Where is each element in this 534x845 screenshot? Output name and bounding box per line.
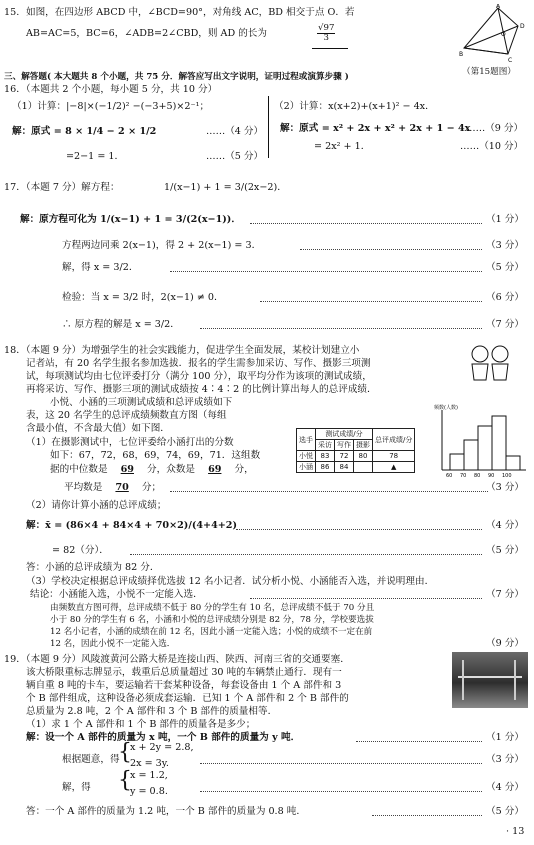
table-cell: 小悦 (297, 451, 316, 462)
p19-s3-label: 解，得 (62, 782, 91, 793)
p18-q3: （3）学校决定根据总评成绩择优选拔 12 名小记者．试分析小悦、小涵能否入选，并说明理由． (26, 576, 435, 587)
pt-b: B (459, 51, 464, 58)
p15-answer-num: √97 (318, 23, 335, 33)
p18-q2: （2）请你计算小涵的总评成绩； (26, 500, 167, 511)
section3-heading: 三、解答题( 本大题共 8 个小题，共 75 分．解答应写出文字说明，证明过程或演算步骤 ) (4, 72, 349, 82)
th-tests: 测试成绩/分 (316, 429, 373, 440)
p18-c1-points: （7 分） (486, 589, 524, 600)
q1c-middle: 分，众数是 (147, 464, 196, 475)
p16-q2: （2）计算：x(x+2)+(x+1)² − 4x． (274, 101, 435, 112)
hist-bar (478, 426, 492, 470)
p18-q1b: 如下：67，72，68，69，74，69，71．这组数 (50, 450, 261, 461)
table-row (297, 462, 415, 473)
hist-bar (464, 440, 478, 470)
p19-s2-eq1: x + 2y = 2.8, (130, 742, 194, 753)
th-writing: 写作 (335, 440, 354, 451)
pt-a: A (496, 4, 501, 10)
p17-s1: 解：原方程可化为 1/(x−1) + 1 = 3/(2(x−1))． (20, 214, 241, 225)
hist-tick: 60 (446, 473, 453, 479)
leader-dots (200, 791, 482, 792)
p15-answer-den: 3 (323, 33, 329, 43)
p19-s4: 答：一个 A 部件的质量为 1.2 吨，一个 B 部件的质量为 0.8 吨． (26, 806, 306, 817)
p18-line4: 再将采访、写作、摄影三项的测试成绩按 4∶4∶2 的比例计算出每人的总评成绩． (26, 384, 377, 395)
hist-bar (492, 416, 506, 470)
p18-c2: 由频数直方图可得，总评成绩不低于 80 分的学生有 10 名，总评成绩不低于 70 分且 (50, 603, 375, 613)
p17-s1-points: （1 分） (486, 214, 524, 225)
p19-s3-points: （4 分） (486, 782, 524, 793)
hist-ylabel: 频数(人数) (434, 405, 458, 411)
table-cell: 小涵 (297, 462, 316, 473)
p18-c5: 12 名，因此小悦不一定能入选． (50, 639, 176, 649)
table-cell: 80 (354, 451, 373, 462)
table-cell: 84 (335, 462, 354, 473)
p17-s4-points: （6 分） (486, 292, 524, 303)
p18-c3: 小于 80 分的学生有 6 名，小涵和小悦的总评成绩分别是 82 分，78 分，学校要选拔 (50, 615, 374, 625)
table-cell (354, 462, 373, 473)
q1d-prefix: 平均数是 (64, 482, 103, 493)
p16-s1b: =2−1 = 1． (66, 151, 125, 162)
p18-line3: 试，每项测试均由七位评委打分（满分 100 分），取平均分作为该项的测试成绩， (26, 371, 372, 382)
p18-s2a-points: （4 分） (486, 520, 524, 531)
th-total: 总评成绩/分 (373, 429, 415, 451)
leader-dots (250, 598, 482, 599)
p17-s2-points: （3 分） (486, 240, 524, 251)
p15-answer-underline (312, 48, 348, 49)
leader-dots (170, 271, 482, 272)
p17-heading: 17．（本题 7 分）解方程： (4, 182, 120, 193)
q1c-suffix: 分， (234, 464, 254, 475)
table-cell: 72 (335, 451, 354, 462)
leader-dots (300, 249, 482, 250)
q1c-prefix: 据的中位数是 (50, 464, 108, 475)
hist-tick: 100 (502, 473, 512, 479)
p19-q1: （1）求 1 个 A 部件和 1 个 B 部件的质量各是多少； (26, 719, 256, 730)
p19-line1: 19．（本题 9 分）风陵渡黄河公路大桥是连接山西、陕西、河南三省的交通要塞． (4, 654, 350, 665)
th-interview: 采访 (316, 440, 335, 451)
p19-s4-points: （5 分） (486, 806, 524, 817)
hist-tick: 90 (488, 473, 495, 479)
p15-answer (317, 24, 335, 43)
leader-dots (250, 223, 482, 224)
p18-c5-points: （9 分） (486, 638, 524, 649)
p18-q1c (50, 464, 254, 476)
p17-s4: 检验：当 x = 3/2 时，2(x−1) ≠ 0． (62, 292, 224, 303)
leader-dots (260, 301, 482, 302)
p19-s1-points: （1 分） (486, 732, 524, 743)
p19-s3-eq1: x = 1.2, (130, 770, 168, 781)
p18-s2b: = 82（分）． (52, 545, 109, 556)
p18-line1: 18．（本题 9 分）为增强学生的社会实践能力，促进学生全面发展，某校计划建立小 (4, 345, 360, 356)
p18-c1: 结论：小涵能入选，小悦不一定能入选． (30, 589, 203, 600)
p17-s2: 方程两边同乘 2(x−1)，得 2 + 2(x−1) = 3． (62, 240, 262, 251)
p19-s2-eq2: 2x = 3y. (130, 758, 169, 769)
p19-line4: 个 B 部件组成，这种设备必须成套运输．已知 1 个 A 部件和 2 个 B 部件的 (26, 693, 349, 704)
p16-s2a: 解：原式 = x² + 2x + x² + 2x + 1 − 4x (280, 123, 471, 134)
p18-line6: 表，这 20 名学生的总评成绩频数直方图（每组 (26, 410, 227, 421)
median-answer: 69 (120, 464, 134, 475)
p18-q1a: （1）在摄影测试中，七位评委给小涵打出的分数 (26, 437, 234, 448)
leader-dots (200, 763, 482, 764)
p17-s5-points: （7 分） (486, 319, 524, 330)
p19-s1: 解：设一个 A 部件的质量为 x 吨，一个 B 部件的质量为 y 吨． (26, 732, 301, 743)
p16-s1a: 解：原式 = 8 × 1/4 − 2 × 1/2 (12, 126, 157, 137)
table-row (297, 451, 415, 462)
p19-line5: 总质量为 2.8 吨，2 个 A 部件和 3 个 B 部件的质量相等． (26, 706, 278, 717)
leader-dots (372, 815, 482, 816)
table-cell: 83 (316, 451, 335, 462)
p15-number: 15. (4, 7, 20, 18)
pt-c: C (508, 57, 513, 64)
p18-c4: 12 名小记者，小涵的成绩在前 12 名，因此小涵一定能入选；小悦的成绩不一定在前 (50, 627, 373, 637)
leader-dots (170, 491, 488, 492)
p19-line2: 该大桥限重标志牌显示，载重后总质量超过 30 吨的车辆禁止通行．现有一 (26, 667, 342, 678)
table-cell: ▲ (373, 462, 415, 473)
p16-s1a-points: ……（4 分） (206, 126, 264, 137)
leader-dots (200, 328, 482, 329)
bridge-photo (452, 652, 528, 708)
q1d-suffix: 分； (141, 482, 162, 493)
p19-s3-eq2: y = 0.8. (130, 786, 168, 797)
reporter-cartoon-image (466, 342, 514, 382)
brace-icon: { (118, 740, 132, 765)
page-number: · 13 (506, 826, 525, 837)
p17-s3-points: （5 分） (486, 262, 524, 273)
p18-s2c: 答：小涵的总评成绩为 82 分． (26, 562, 160, 573)
p18-q1d (64, 482, 161, 494)
p16-s2b: = 2x² + 1． (314, 141, 371, 152)
leader-dots (130, 554, 482, 555)
hist-bar (450, 454, 464, 470)
th-player: 选手 (297, 429, 316, 451)
p17-s5: ∴ 原方程的解是 x = 3/2． (62, 319, 180, 330)
table-cell: 86 (316, 462, 335, 473)
p19-s2-label: 根据题意，得 (62, 754, 120, 765)
p17-equation: 1/(x−1) + 1 = 3/(2x−2)． (164, 182, 287, 193)
hist-tick: 80 (474, 473, 481, 479)
mode-answer: 69 (208, 464, 222, 475)
p18-q1-points: （3 分） (486, 482, 524, 493)
p18-line2: 记者站，有 20 名学生报名参加选拔．报名的学生需参加采访、写作、摄影三项测 (26, 358, 371, 369)
th-photo: 摄影 (354, 440, 373, 451)
leader-dots (356, 741, 482, 742)
frequency-histogram (434, 402, 530, 480)
p18-s2b-points: （5 分） (486, 545, 524, 556)
hist-bar (506, 456, 520, 470)
p15-line2: AB=AC=5，BC=6，∠ADB=2∠CBD，则 AD 的长为 (26, 28, 267, 39)
p18-line5: 小悦、小涵的三项测试成绩和总评成绩如下 (50, 397, 233, 408)
p16-heading: 16．（本题共 2 个小题，每小题 5 分，共 10 分） (4, 84, 218, 95)
pt-d: D (520, 23, 525, 30)
p19-s2-points: （3 分） (486, 754, 524, 765)
p16-s2a-points: ……（9 分） (466, 123, 524, 134)
p15-figure (458, 4, 528, 66)
p16-divider (268, 96, 269, 158)
leader-dots (236, 529, 482, 530)
hist-tick: 70 (460, 473, 467, 479)
p18-s2a: 解：x̄ = (86×4 + 84×4 + 70×2)/(4+4+2) (26, 520, 238, 531)
p16-s2b-points: ……（10 分） (460, 141, 524, 152)
p16-q1: （1）计算：|−8|×(−1/2)² −(−3+5)×2⁻¹； (12, 101, 210, 112)
p15-caption: （第15题图） (462, 67, 516, 77)
p15-line1: 如图，在四边形 ABCD 中，∠BCD=90°，对角线 AC，BD 相交于点 O．若 (26, 7, 355, 18)
p17-s3: 解，得 x = 3/2． (62, 262, 139, 273)
mean-answer: 70 (115, 482, 129, 493)
p16-s1b-points: ……（5 分） (206, 151, 264, 162)
p19-line3: 辆自重 8 吨的卡车，要运输若干套某种设备，每套设备由 1 个 A 部件和 3 (26, 680, 342, 691)
table-cell: 78 (373, 451, 415, 462)
brace-icon: { (118, 768, 132, 793)
scores-table (296, 428, 415, 473)
p18-line7: 含最小值，不含最大值）如下图． (26, 423, 170, 434)
pt-o: O (501, 31, 506, 38)
